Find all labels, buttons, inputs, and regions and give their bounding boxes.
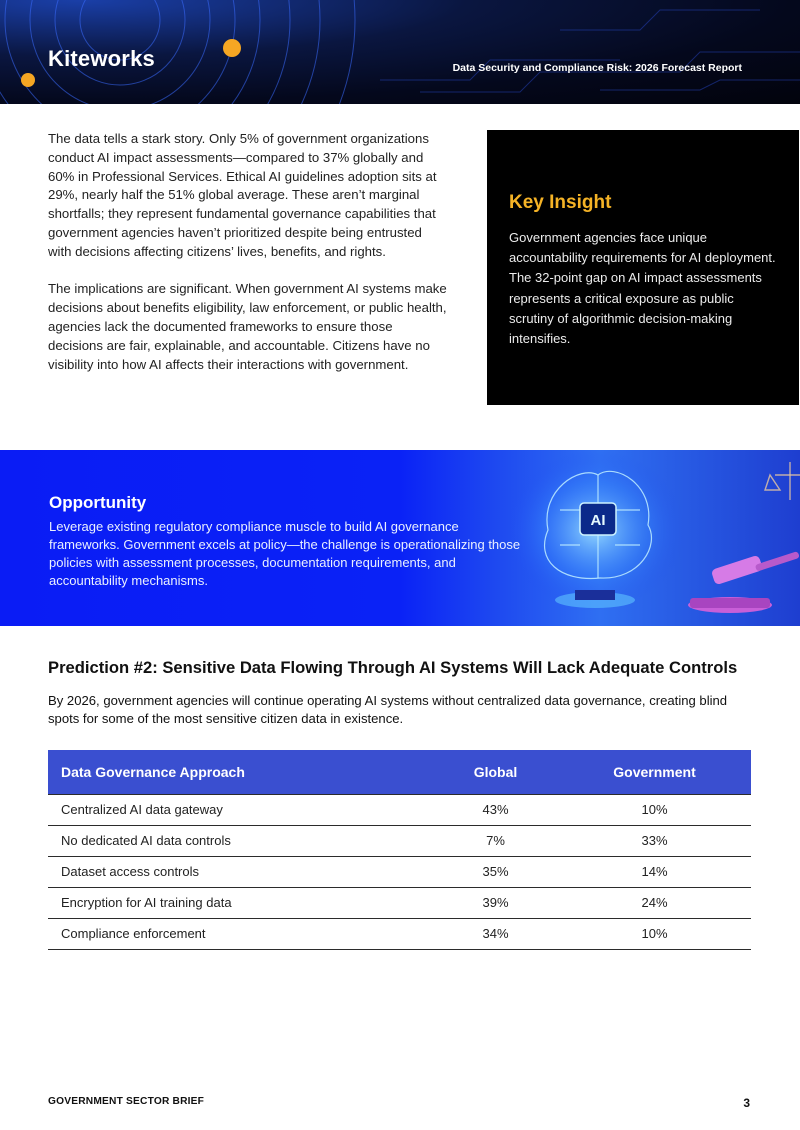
column-header: Data Governance Approach: [48, 750, 433, 794]
table-cell: 33%: [558, 825, 751, 856]
ai-chip-label: AI: [590, 512, 606, 529]
data-governance-table: [48, 750, 751, 950]
kiteworks-logo: Kiteworks: [48, 46, 155, 71]
table-cell: Encryption for AI training data: [48, 887, 433, 918]
page-number: 3: [743, 1096, 750, 1110]
table-header-row: [48, 750, 751, 794]
table-cell: 43%: [433, 794, 558, 825]
report-title: Data Security and Compliance Risk: 2026 Forecast Report: [452, 62, 742, 74]
table-row: [48, 887, 751, 918]
table-cell: 7%: [433, 825, 558, 856]
table-cell: 34%: [433, 918, 558, 949]
paragraph: The data tells a stark story. Only 5% of government organizations conduct AI impact assessments—compared to 37% globally and 60% in Professional Services. Ethical AI guidelines adoption sits at 29%, nearly half the 51% global average. These aren’t marginal shortfalls; they represent fundamental governance capabilities that government agencies haven’t prioritized despite being entrusted with decisions affecting citizens’ lives, benefits, and rights.: [48, 131, 437, 259]
table-row: [48, 856, 751, 887]
section-heading: Prediction #2: Sensitive Data Flowing Through AI Systems Will Lack Adequate Controls: [48, 658, 738, 677]
opportunity-title: Opportunity: [49, 493, 147, 512]
table-cell: 35%: [433, 856, 558, 887]
table-row: [48, 825, 751, 856]
table-cell: 14%: [558, 856, 751, 887]
column-header: Government: [558, 750, 751, 794]
opportunity-banner: [0, 450, 800, 626]
table-cell: Compliance enforcement: [48, 918, 433, 949]
table-cell: 10%: [558, 794, 751, 825]
column-header: Global: [433, 750, 558, 794]
table-cell: Centralized AI data gateway: [48, 794, 433, 825]
table-row: [48, 794, 751, 825]
table-cell: Dataset access controls: [48, 856, 433, 887]
table-cell: No dedicated AI data controls: [48, 825, 433, 856]
section-description: By 2026, government agencies will continue operating AI systems without centralized data governance, creating blind spots for some of the most sensitive citizen data in existence.: [48, 693, 728, 726]
opportunity-text: Leverage existing regulatory compliance muscle to build AI governance frameworks. Government excels at policy—the challenge is operationalizing those policies with assessment processes, documentation requirements, and accountability mechanisms.: [49, 519, 521, 588]
key-insight-box: [487, 130, 799, 405]
table-cell: 39%: [433, 887, 558, 918]
page-header: [0, 0, 800, 104]
body-text: [48, 130, 448, 374]
key-insight-title: Key Insight: [509, 192, 612, 213]
table-row: [48, 918, 751, 949]
key-insight-text: Government agencies face unique accountability requirements for AI deployment. The 32-point gap on AI impact assessments represents a critical exposure as public scrutiny of algorithmic decision-making intensifies.: [509, 230, 776, 347]
footer-label: GOVERNMENT SECTOR BRIEF: [48, 1096, 205, 1107]
paragraph: The implications are significant. When government AI systems make decisions about benefits eligibility, law enforcement, or public health, agencies lack the documented frameworks to ensure those decisions are fair, explainable, and accountable. Citizens have no visibility into how AI affects their interactions with government.: [48, 281, 447, 372]
table-cell: 24%: [558, 887, 751, 918]
table-cell: 10%: [558, 918, 751, 949]
